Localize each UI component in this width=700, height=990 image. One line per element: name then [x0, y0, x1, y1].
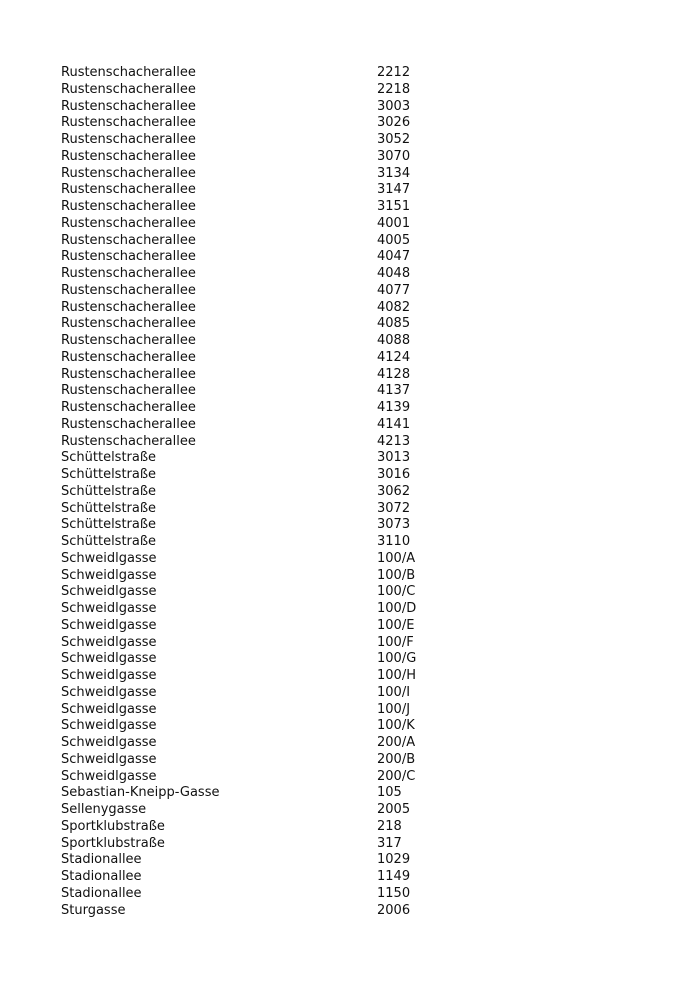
house-number-cell: 100/E: [377, 617, 415, 633]
street-name-cell: Sportklubstraße: [61, 835, 165, 851]
street-name-cell: Rustenschacherallee: [61, 182, 196, 198]
house-number-cell: 4137: [377, 383, 411, 399]
street-name-cell: Stadionallee: [61, 852, 142, 868]
house-number-cell: 100/A: [377, 550, 416, 566]
street-name-cell: Rustenschacherallee: [61, 148, 196, 164]
house-number-cell: 100/G: [377, 651, 417, 667]
house-number-cell: 3013: [377, 450, 411, 466]
street-name-cell: Schüttelstraße: [61, 534, 157, 549]
street-name-cell: Schweidlgasse: [61, 617, 157, 633]
street-name-cell: Sellenygasse: [61, 802, 147, 817]
house-number-cell: 4085: [377, 316, 411, 332]
house-number-cell: 200/A: [377, 735, 416, 750]
house-number-cell: 3110: [377, 534, 411, 549]
street-name-cell: Rustenschacherallee: [61, 132, 196, 147]
street-name-cell: Schweidlgasse: [61, 735, 157, 750]
house-number-cell: 2218: [377, 81, 411, 97]
street-name-cell: Schweidlgasse: [61, 567, 157, 583]
house-number-cell: 1029: [377, 852, 411, 868]
street-name-cell: Schweidlgasse: [61, 550, 157, 566]
house-number-cell: 100/F: [377, 634, 414, 650]
house-number-cell: 2006: [377, 902, 411, 918]
street-name-cell: Rustenschacherallee: [61, 416, 196, 432]
street-name-cell: Schweidlgasse: [61, 768, 157, 784]
street-name-cell: Rustenschacherallee: [61, 333, 196, 348]
street-name-cell: Rustenschacherallee: [61, 165, 196, 181]
street-name-cell: Schüttelstraße: [61, 500, 157, 516]
street-name-cell: Rustenschacherallee: [61, 433, 196, 449]
street-name-cell: Rustenschacherallee: [61, 249, 196, 265]
house-number-cell: 3052: [377, 132, 411, 147]
house-number-cell: 3147: [377, 182, 411, 198]
house-number-cell: 4048: [377, 266, 411, 281]
street-name-cell: Schüttelstraße: [61, 467, 157, 482]
house-number-cell: 100/D: [377, 601, 417, 616]
street-name-cell: Schweidlgasse: [61, 684, 157, 700]
house-number-cell: 4077: [377, 282, 411, 298]
street-name-cell: Rustenschacherallee: [61, 65, 196, 80]
street-name-cell: Schüttelstraße: [61, 517, 157, 533]
house-number-cell: 4213: [377, 433, 411, 449]
street-name-cell: Schweidlgasse: [61, 584, 157, 600]
street-name-cell: Sturgasse: [61, 902, 126, 918]
house-number-cell: 3072: [377, 500, 411, 516]
house-number-cell: 3073: [377, 517, 411, 533]
house-number-cell: 1150: [377, 885, 411, 901]
house-number-cell: 3003: [377, 98, 411, 114]
street-name-cell: Schweidlgasse: [61, 718, 157, 734]
house-number-cell: 100/J: [377, 701, 411, 717]
street-name-cell: Schüttelstraße: [61, 483, 157, 499]
house-number-cell: 100/I: [377, 684, 411, 700]
street-name-cell: Rustenschacherallee: [61, 282, 196, 298]
house-number-cell: 3134: [377, 165, 411, 181]
house-number-cell: 4124: [377, 349, 411, 365]
house-number-cell: 317: [377, 835, 402, 851]
street-name-cell: Rustenschacherallee: [61, 316, 196, 332]
house-number-cell: 100/C: [377, 584, 416, 600]
house-number-cell: 4139: [377, 400, 411, 415]
house-number-cell: 3016: [377, 467, 411, 482]
house-number-cell: 1149: [377, 869, 411, 884]
house-number-cell: 105: [377, 785, 402, 801]
house-number-cell: 100/B: [377, 567, 416, 583]
street-name-cell: Rustenschacherallee: [61, 81, 196, 97]
street-name-cell: Rustenschacherallee: [61, 215, 196, 231]
street-name-cell: Stadionallee: [61, 885, 142, 901]
house-number-cell: 3062: [377, 483, 411, 499]
street-name-cell: Rustenschacherallee: [61, 400, 196, 415]
house-number-cell: 4141: [377, 416, 411, 432]
house-number-cell: 4005: [377, 232, 411, 248]
street-name-cell: Rustenschacherallee: [61, 98, 196, 114]
house-number-cell: 2212: [377, 65, 411, 80]
house-number-cell: 100/H: [377, 668, 416, 683]
street-name-cell: Rustenschacherallee: [61, 366, 196, 382]
street-name-cell: Rustenschacherallee: [61, 349, 196, 365]
street-name-cell: Sportklubstraße: [61, 818, 165, 834]
street-name-cell: Schüttelstraße: [61, 450, 157, 466]
house-number-cell: 4088: [377, 333, 411, 348]
street-name-cell: Schweidlgasse: [61, 751, 157, 767]
street-name-cell: Rustenschacherallee: [61, 232, 196, 248]
house-number-cell: 100/K: [377, 718, 415, 734]
house-number-cell: 200/B: [377, 751, 416, 767]
street-name-cell: Schweidlgasse: [61, 651, 157, 667]
street-name-cell: Rustenschacherallee: [61, 383, 196, 399]
house-number-cell: 4082: [377, 299, 411, 315]
street-name-cell: Rustenschacherallee: [61, 266, 196, 281]
street-name-cell: Schweidlgasse: [61, 668, 157, 683]
street-name-cell: Rustenschacherallee: [61, 199, 196, 214]
house-number-cell: 200/C: [377, 768, 416, 784]
house-number-cell: 3026: [377, 115, 411, 131]
house-number-cell: 3070: [377, 148, 411, 164]
street-name-cell: Schweidlgasse: [61, 701, 157, 717]
street-name-cell: Stadionallee: [61, 869, 142, 884]
house-number-cell: 218: [377, 818, 402, 834]
street-name-cell: Schweidlgasse: [61, 634, 157, 650]
house-number-cell: 2005: [377, 802, 411, 817]
house-number-cell: 4128: [377, 366, 411, 382]
street-name-cell: Rustenschacherallee: [61, 115, 196, 131]
street-name-cell: Sebastian-Kneipp-Gasse: [61, 785, 220, 801]
street-name-cell: Schweidlgasse: [61, 601, 157, 616]
house-number-cell: 4047: [377, 249, 411, 265]
house-number-cell: 3151: [377, 199, 411, 214]
house-number-cell: 4001: [377, 215, 411, 231]
street-name-cell: Rustenschacherallee: [61, 299, 196, 315]
